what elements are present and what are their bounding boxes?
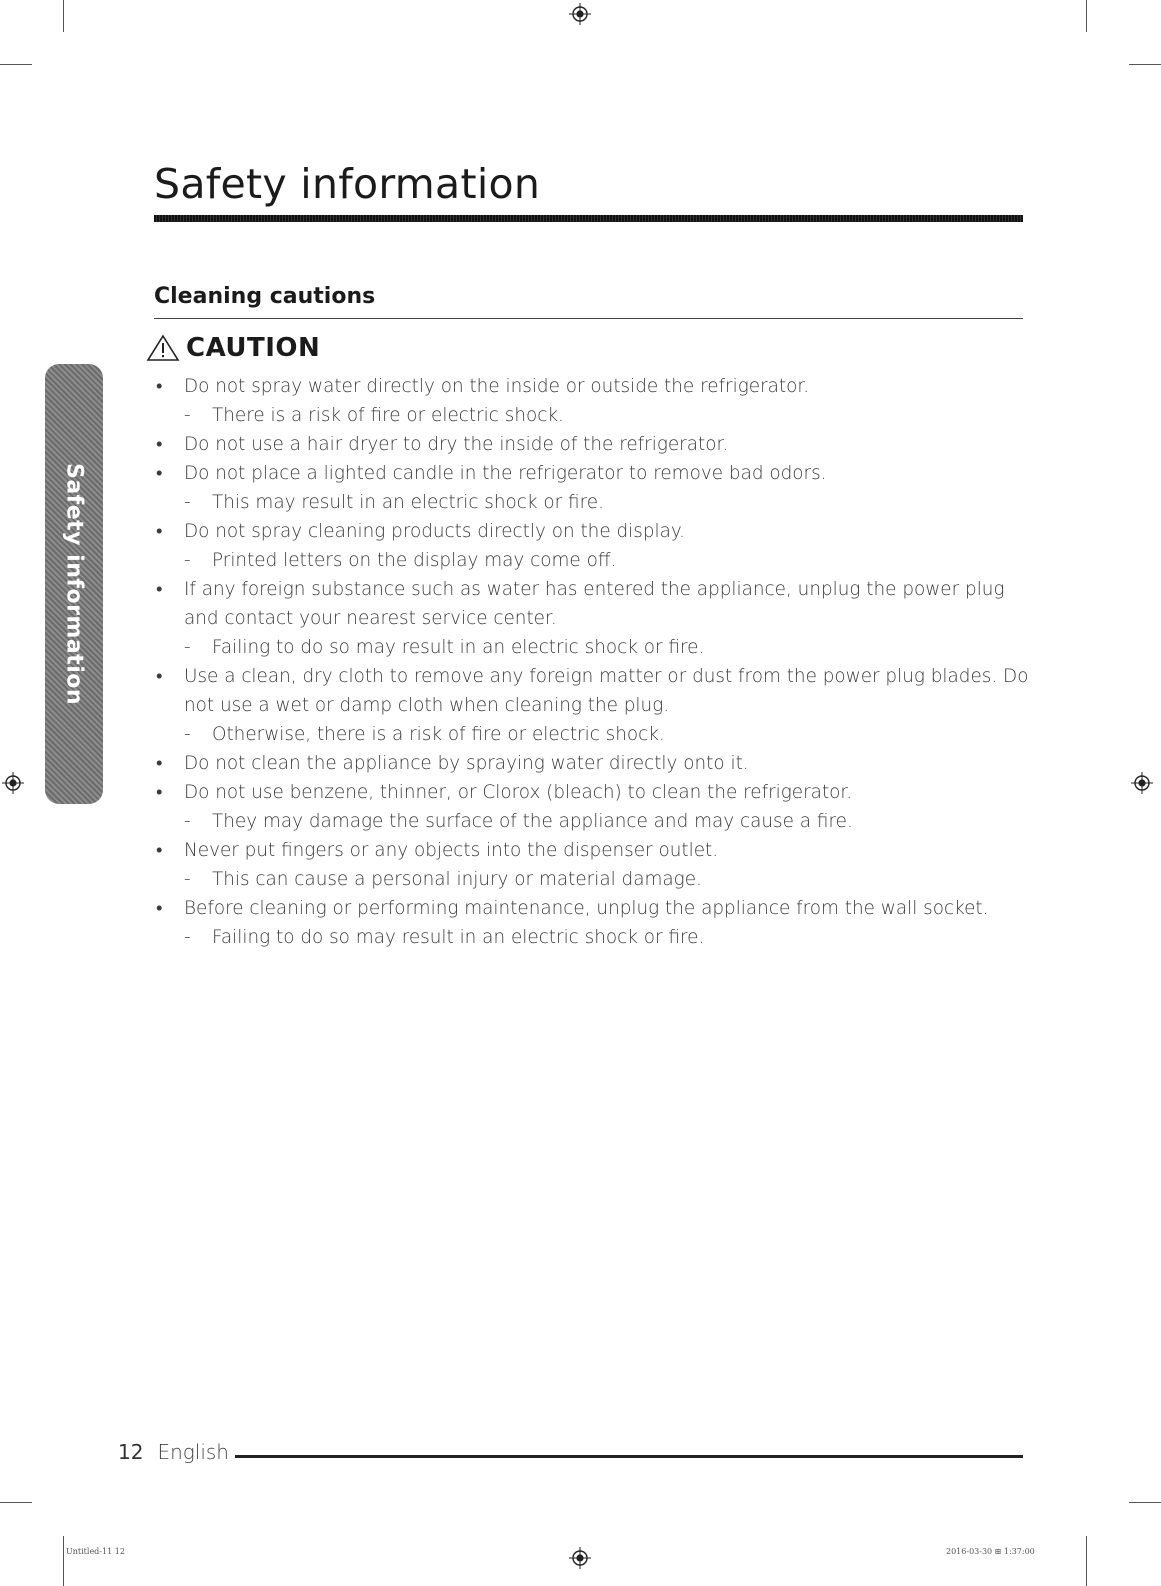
caution-subitem bbox=[154, 865, 1034, 894]
caution-item bbox=[154, 749, 1034, 778]
crop-mark bbox=[0, 64, 32, 65]
caution-subitem-text: Failing to do so may result in an electric shock or fire. bbox=[212, 927, 705, 948]
dash-marker: - bbox=[184, 869, 191, 890]
caution-item-text: Do not clean the appliance by spraying water directly onto it. bbox=[184, 753, 749, 774]
bullet-marker: • bbox=[156, 434, 163, 455]
registration-mark-icon bbox=[569, 1547, 591, 1569]
caution-subitem bbox=[154, 401, 1034, 430]
caution-label: CAUTION bbox=[186, 333, 321, 363]
crop-mark bbox=[63, 1536, 64, 1586]
caution-item bbox=[154, 662, 1034, 720]
footer-rule bbox=[235, 1455, 1023, 1458]
registration-mark-icon bbox=[2, 772, 24, 794]
caution-list bbox=[154, 372, 1034, 952]
print-slug-right: 2016-03-30 ⊞ 1:37:00 bbox=[946, 1547, 1035, 1556]
caution-item bbox=[154, 836, 1034, 865]
bullet-marker: • bbox=[156, 840, 163, 861]
side-tab-label: Safety information bbox=[61, 462, 87, 706]
caution-subitem-text: This can cause a personal injury or material damage. bbox=[212, 869, 702, 890]
caution-item-text: Do not spray cleaning products directly on the display. bbox=[184, 521, 686, 542]
registration-mark-icon bbox=[1131, 772, 1153, 794]
caution-item bbox=[154, 459, 1034, 488]
crop-mark bbox=[1129, 64, 1161, 65]
bullet-marker: • bbox=[156, 521, 163, 542]
caution-item bbox=[154, 517, 1034, 546]
caution-subitem bbox=[154, 633, 1034, 662]
caution-item bbox=[154, 894, 1034, 923]
caution-subitem-text: Printed letters on the display may come off. bbox=[212, 550, 617, 571]
caution-item-text: If any foreign substance such as water has entered the appliance, unplug the power plug and contact your nearest service center. bbox=[184, 579, 1005, 629]
bullet-marker: • bbox=[156, 579, 163, 600]
footer-language: English bbox=[157, 1440, 229, 1464]
caution-subitem-text: They may damage the surface of the appliance and may cause a fire. bbox=[212, 811, 853, 832]
registration-mark-icon bbox=[569, 3, 591, 25]
bullet-marker: • bbox=[156, 782, 163, 803]
crop-mark bbox=[1086, 0, 1087, 32]
caution-item bbox=[154, 430, 1034, 459]
print-slug-left: Untitled-11 12 bbox=[66, 1547, 125, 1556]
title-rule bbox=[154, 215, 1023, 222]
crop-mark bbox=[63, 0, 64, 32]
caution-item-text: Do not use benzene, thinner, or Clorox (bleach) to clean the refrigerator. bbox=[184, 782, 853, 803]
caution-item-text: Before cleaning or performing maintenance, unplug the appliance from the wall socket. bbox=[184, 898, 989, 919]
bullet-marker: • bbox=[156, 666, 163, 687]
caution-item bbox=[154, 372, 1034, 401]
caution-item-text: Use a clean, dry cloth to remove any foreign matter or dust from the power plug blades. Do not use a wet or damp cloth when cleaning the plug. bbox=[184, 666, 1029, 716]
dash-marker: - bbox=[184, 637, 191, 658]
section-rule bbox=[154, 318, 1023, 319]
caution-header bbox=[146, 333, 320, 363]
crop-mark bbox=[1129, 1502, 1161, 1503]
warning-triangle-icon bbox=[146, 334, 180, 362]
crop-mark bbox=[1086, 1536, 1087, 1586]
bullet-marker: • bbox=[156, 753, 163, 774]
dash-marker: - bbox=[184, 927, 191, 948]
dash-marker: - bbox=[184, 492, 191, 513]
page-title: Safety information bbox=[154, 160, 541, 208]
caution-item bbox=[154, 575, 1034, 633]
bullet-marker: • bbox=[156, 898, 163, 919]
caution-subitem bbox=[154, 807, 1034, 836]
crop-mark bbox=[0, 1502, 32, 1503]
dash-marker: - bbox=[184, 405, 191, 426]
caution-item-text: Do not spray water directly on the inside or outside the refrigerator. bbox=[184, 376, 810, 397]
caution-item-text: Never put fingers or any objects into the dispenser outlet. bbox=[184, 840, 719, 861]
side-tab bbox=[45, 364, 103, 804]
page-footer bbox=[118, 1440, 229, 1464]
caution-subitem-text: Failing to do so may result in an electric shock or fire. bbox=[212, 637, 705, 658]
caution-subitem-text: Otherwise, there is a risk of fire or electric shock. bbox=[212, 724, 665, 745]
caution-item bbox=[154, 778, 1034, 807]
bullet-marker: • bbox=[156, 463, 163, 484]
caution-item-text: Do not place a lighted candle in the refrigerator to remove bad odors. bbox=[184, 463, 827, 484]
dash-marker: - bbox=[184, 811, 191, 832]
dash-marker: - bbox=[184, 550, 191, 571]
caution-subitem bbox=[154, 488, 1034, 517]
caution-subitem bbox=[154, 720, 1034, 749]
page-number: 12 bbox=[118, 1440, 144, 1464]
caution-subitem-text: There is a risk of fire or electric shock. bbox=[212, 405, 564, 426]
caution-item-text: Do not use a hair dryer to dry the inside of the refrigerator. bbox=[184, 434, 729, 455]
caution-subitem bbox=[154, 546, 1034, 575]
section-heading: Cleaning cautions bbox=[154, 284, 376, 309]
dash-marker: - bbox=[184, 724, 191, 745]
caution-subitem bbox=[154, 923, 1034, 952]
caution-subitem-text: This may result in an electric shock or fire. bbox=[212, 492, 604, 513]
bullet-marker: • bbox=[156, 376, 163, 397]
